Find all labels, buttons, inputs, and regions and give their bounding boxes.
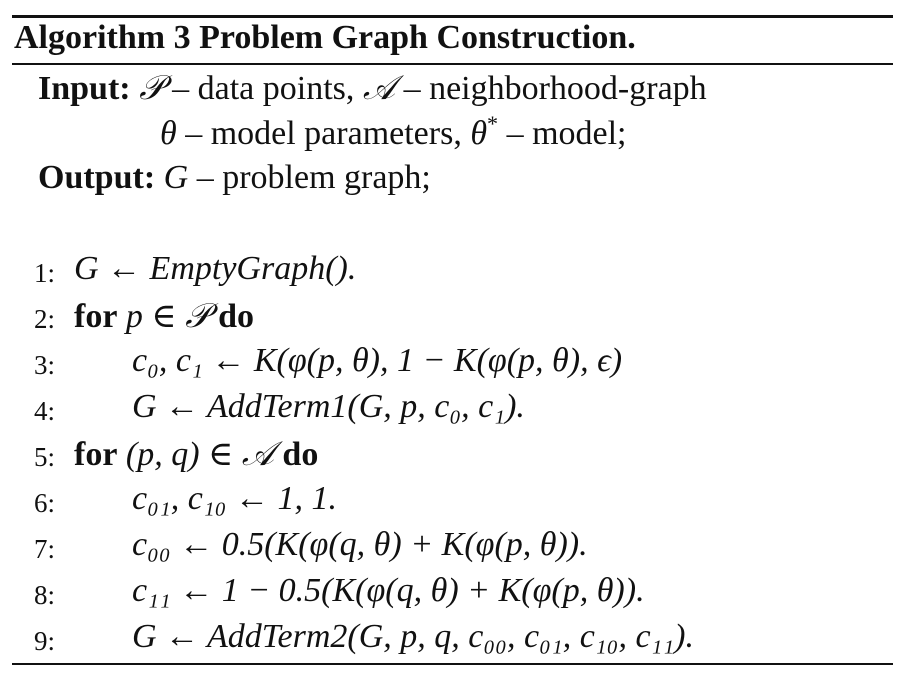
code-line-1: G ← EmptyGraph(). <box>74 250 357 287</box>
input-line-2 <box>160 110 627 153</box>
input-desc-3: – model parameters, <box>176 115 471 152</box>
line-number: 2: <box>34 304 56 334</box>
algorithm-title: Algorithm 3 Problem Graph Construction. <box>14 19 636 56</box>
input-line-1 <box>38 68 707 108</box>
theta-star-symbol: θ <box>470 115 488 152</box>
data-points-symbol: 𝒫 <box>139 68 164 108</box>
do-keyword: do <box>282 436 319 473</box>
output-desc: – problem graph; <box>188 159 431 196</box>
line-number: 3: <box>34 350 56 380</box>
code-line-9: G ← AddTerm2(G, p, q, c₀₀, c₀₁, c₁₀, c₁₁). <box>132 618 694 655</box>
input-desc-2: – neighborhood-graph <box>395 70 707 107</box>
line-number: 5: <box>34 442 56 472</box>
line-number: 9: <box>34 626 56 656</box>
input-desc-1: – data points, <box>163 70 363 107</box>
code-line-5 <box>74 434 318 474</box>
graph-symbol: G <box>163 159 189 196</box>
input-label: Input: <box>38 70 131 107</box>
line-number: 7: <box>34 534 56 564</box>
code-line-3: c₀, c₁ ← K(φ(p, θ), 1 − K(φ(p, θ), ϵ) <box>132 342 623 379</box>
top-rule <box>12 15 893 18</box>
line-number: 4: <box>34 396 56 426</box>
code-line-7: c₀₀ ← 0.5(K(φ(q, θ) + K(φ(p, θ)). <box>132 526 588 563</box>
code-line-6: c₀₁, c₁₀ ← 1, 1. <box>132 480 337 517</box>
theta-symbol: θ <box>160 115 177 152</box>
line-number: 8: <box>34 580 56 610</box>
loop-condition: (p, q) ∈ 𝒜 <box>117 436 283 473</box>
output-label: Output: <box>38 159 156 196</box>
bottom-rule <box>12 663 893 665</box>
for-keyword: for <box>74 298 118 335</box>
do-keyword: do <box>218 298 255 335</box>
code-line-8: c₁₁ ← 1 − 0.5(K(φ(q, θ) + K(φ(p, θ)). <box>132 572 645 609</box>
title-rule <box>12 63 893 65</box>
star-superscript: * <box>487 110 499 136</box>
output-line <box>38 159 431 197</box>
line-number: 1: <box>34 258 56 288</box>
code-line-4: G ← AddTerm1(G, p, c₀, c₁). <box>132 388 525 425</box>
for-keyword: for <box>74 436 118 473</box>
neighborhood-symbol: 𝒜 <box>362 68 396 108</box>
line-number: 6: <box>34 488 56 518</box>
code-line-2 <box>74 296 254 336</box>
input-desc-4: – model; <box>498 115 627 152</box>
loop-condition: p ∈ 𝒫 <box>117 298 219 335</box>
